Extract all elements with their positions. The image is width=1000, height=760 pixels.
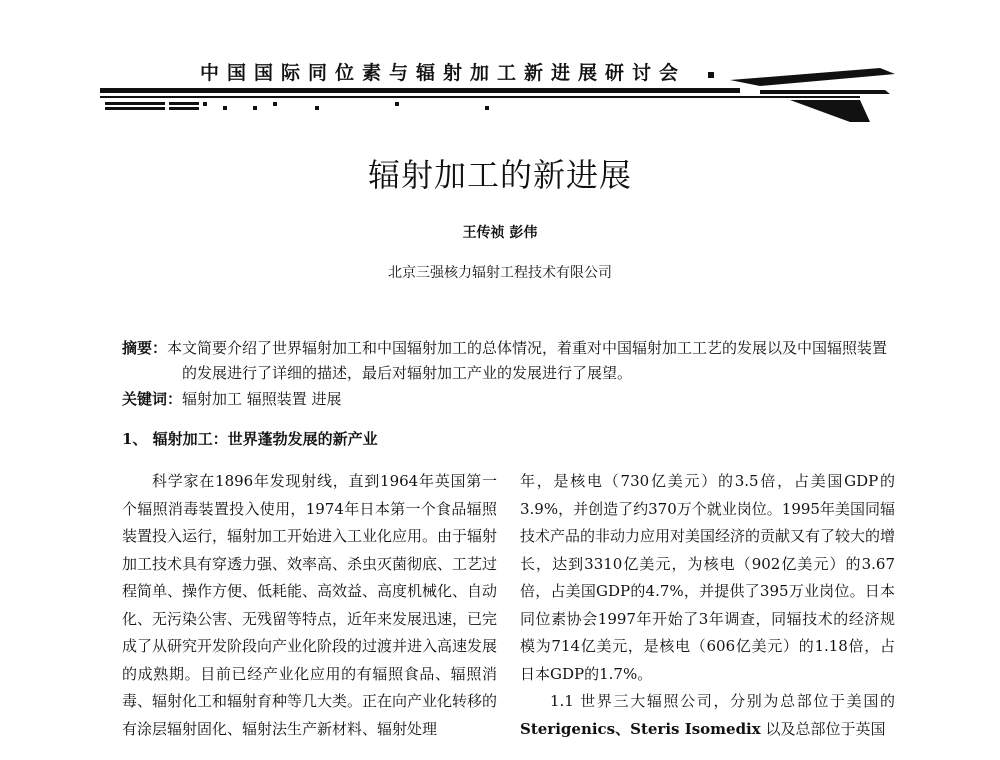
body-column-right [520,468,895,743]
body-paragraph: 科学家在1896年发现射线，直到1964年英国第一个辐照消毒装置投入使用，1974年日本第一个食品辐照装置投入运行，辐射加工开始进入工业化应用。由于辐射加工技术具有穿透力强、效率高、杀虫灭菌彻底、工艺过程简单、操作方便、低耗能、高效益、高度机械化、自动化、无污染公害、无残留等特点，近年来发展迅速，已完成了从研究开发阶段向产业化阶段的过渡并进入高速发展的成熟期。目前已经产业化应用的有辐照食品、辐照消毒、辐射化工和辐射育种等几大类。正在向产业化转移的有涂层辐射固化、辐射法生产新材料、辐射处理 [122,472,498,738]
para-text-start: 1.1 世界三大辐照公司，分别为总部位于美国的 [550,692,895,710]
body-column-left [122,468,497,743]
company-names: Sterigenics、Steris Isomedix [520,719,761,738]
header-swoosh-graphic [700,60,900,130]
abstract-block [122,336,892,386]
abstract-label: 摘要： [122,339,168,357]
keywords-label: 关键词： [122,390,183,408]
keywords-text: 辐射加工 辐照装置 进展 [182,390,342,408]
conference-header: 中国国际同位素与辐射加工新进展研讨会 [200,62,687,84]
abstract-text: 本文简要介绍了世界辐射加工和中国辐射加工的总体情况，着重对中国辐射加工工艺的发展以及中国辐照装置的发展进行了详细的描述，最后对辐射加工产业的发展进行了展望。 [167,339,888,382]
keywords-block [122,388,342,409]
section-heading: 1、 辐射加工：世界蓬勃发展的新产业 [122,430,378,448]
paper-affiliation: 北京三强核力辐射工程技术有限公司 [388,265,612,281]
paper-title: 辐射加工的新进展 [367,156,632,194]
body-paragraph: 年，是核电（730亿美元）的3.5倍，占美国GDP的3.9%，并创造了约370万个就业岗位。1995年美国同辐技术产品的非动力应用对美国经济的贡献又有了较大的增长，达到3310亿美元，为核电（902亿美元）的3.67倍，占美国GDP的4.7%，并提供了395万业岗位。日本同位素协会1997年开始了3年调查，同辐技术的经济规模为714亿美元，是核电（606亿美元）的1.18倍，占日本GDP的1.7%。 [520,472,896,683]
header-rule-thin [100,96,860,98]
paper-authors: 王传祯 彭伟 [462,225,538,241]
para-text-end: 以及总部位于英国 [760,719,886,738]
body-paragraph [520,688,895,743]
header-dot-pattern [105,100,525,112]
header-rule-thick [100,88,740,93]
